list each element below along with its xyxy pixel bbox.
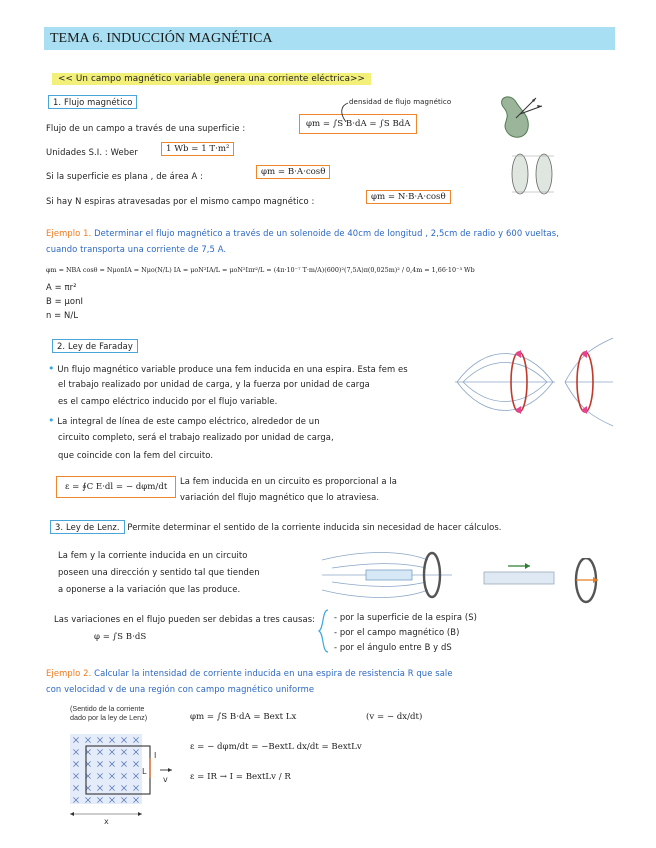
area-relation: A = πr²	[46, 282, 77, 292]
loop-in-field-figure	[66, 728, 176, 828]
faraday-field-lines-diagram	[455, 334, 615, 430]
example-1-label: Ejemplo 1.	[46, 228, 92, 238]
faraday-law-formula: ε = ∮C E·dl = − dφm/dt	[56, 476, 176, 498]
example-2-emf-formula: ε = − dφm/dt = −BextL dx/dt = BextLv	[190, 742, 362, 752]
coils-text: Si hay N espiras atravesadas por el mismo campo magnético :	[46, 196, 315, 206]
example-1-text-line1: Determinar el flujo magnético a través de un solenoide de 40cm de longitud , 2,5cm de radio y 600 vueltas,	[94, 228, 560, 238]
faraday-bullet-1-line3: es el campo eléctrico inducido por el flujo variable.	[58, 396, 278, 406]
section-1-heading: 1. Flujo magnético	[48, 95, 137, 109]
plane-surface-text: Si la superficie es plana , de área A :	[46, 171, 203, 181]
current-label: I	[154, 751, 157, 760]
flux-surface-diagram	[486, 88, 548, 146]
example-1-text-line2: cuando transporta una corriente de 7,5 A.	[46, 244, 227, 254]
example-2-label: Ejemplo 2.	[46, 668, 92, 678]
example-2-flux-formula: φm = ∫S B·dA = Bext Lx	[190, 712, 297, 722]
solenoid-field-relation: B = μonI	[46, 296, 84, 306]
flux-integral-formula: φm = ∫S B·dA = ∫S BdA	[299, 114, 417, 134]
cause-angle: - por el ángulo entre B y dS	[334, 642, 452, 652]
plane-surface-diagram	[502, 150, 566, 198]
cause-brace	[316, 608, 332, 654]
section-3-heading: 3. Ley de Lenz.	[50, 520, 125, 534]
lenz-magnet-coil-diagram	[322, 540, 464, 610]
faraday-statement-line2: variación del flujo magnético que lo atraviesa.	[180, 492, 380, 502]
page-title: TEMA 6. INDUCCIÓN MAGNÉTICA	[50, 31, 273, 46]
figure-caption	[70, 704, 147, 722]
faraday-bullet-2-line3: que coincide con la fem del circuito.	[58, 450, 214, 460]
units-label: Unidades S.I. : Weber	[46, 147, 138, 157]
example-1-calculation: φm = NBA cosθ = NμonIA = Nμo(N/L) IA = μoN²IA/L = μoN²Iπr²/L = (4π·10⁻⁷ T·m/A)(600)²(7,5A)π(0,025m)² / 0,4m = 1,66·10⁻³ Wb	[46, 266, 475, 274]
example-2-text-line1: Calcular la intensidad de corriente inducida en una espira de resistencia R que sale	[94, 668, 453, 678]
faraday-bullet-2-line2: circuito completo, será el trabajo realizado por unidad de carga,	[58, 432, 334, 442]
cause-field: - por el campo magnético (B)	[334, 627, 460, 637]
coils-flux-formula: φm = N·B·A·cosθ	[366, 190, 451, 204]
example-2-text-line2: con velocidad v de una región con campo magnético uniforme	[46, 684, 315, 694]
faraday-bullet-1-line1: Un flujo magnético variable produce una fem inducida en una espira. Esta fem es	[57, 364, 408, 374]
distance-label: x	[104, 817, 109, 826]
lenz-induced-current-diagram	[478, 558, 612, 610]
length-label: L	[142, 767, 147, 776]
faraday-bullet-1-line2: el trabajo realizado por unidad de carga, y la fuerza por unidad de carga	[58, 379, 370, 389]
bullet-icon: •	[48, 362, 55, 375]
lenz-text-line2: poseen una dirección y sentido tal que tienden	[58, 567, 260, 577]
faraday-bullet-2-line1: La integral de línea de este campo eléctrico, alrededor de un	[57, 416, 320, 426]
weber-unit-formula: 1 Wb = 1 T·m²	[161, 142, 234, 156]
lenz-intro: Permite determinar el sentido de la corriente inducida sin necesidad de hacer cálculos.	[127, 522, 502, 532]
velocity-definition: (v = − dx/dt)	[366, 712, 423, 722]
lenz-text-line3: a oponerse a la variación que las produce.	[58, 584, 241, 594]
bullet-icon: •	[48, 414, 55, 427]
flux-definition: Flujo de un campo a través de una superficie :	[46, 123, 246, 133]
velocity-label: v	[163, 775, 168, 784]
faraday-statement-line1: La fem inducida en un circuito es proporcional a la	[180, 476, 397, 486]
flux-variation-formula: φ = ∫S B·dS	[94, 632, 147, 642]
section-2-heading: 2. Ley de Faraday	[52, 339, 138, 353]
flux-variation-text: Las variaciones en el flujo pueden ser debidas a tres causas:	[54, 614, 316, 624]
density-note: densidad de flujo magnético	[349, 98, 452, 106]
turn-density-relation: n = N/L	[46, 310, 79, 320]
intro-statement: << Un campo magnético variable genera una corriente eléctrica>>	[52, 73, 371, 85]
lenz-text-line1: La fem y la corriente inducida en un circuito	[58, 550, 248, 560]
plane-flux-formula: φm = B·A·cosθ	[256, 165, 330, 179]
figure-caption-line1: (Sentido de la corriente	[70, 704, 145, 713]
cause-surface: - por la superficie de la espira (S)	[334, 612, 478, 622]
example-2-current-formula: ε = IR → I = BextLv / R	[190, 772, 291, 782]
figure-caption-line2: dado por la ley de Lenz)	[70, 713, 148, 722]
density-arrow	[336, 100, 366, 124]
